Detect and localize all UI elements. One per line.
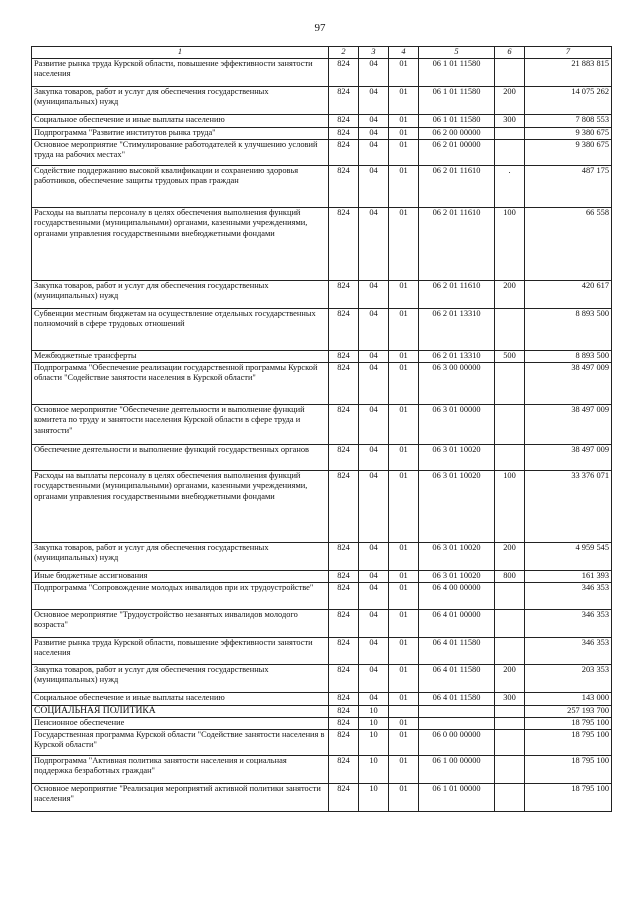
page-number: 97 bbox=[314, 22, 326, 34]
row-expense-type bbox=[495, 362, 525, 404]
row-grbs: 824 bbox=[329, 637, 359, 664]
row-expense-type: 200 bbox=[495, 280, 525, 308]
header-row bbox=[32, 47, 612, 59]
row-grbs: 824 bbox=[329, 127, 359, 139]
row-razdel: 04 bbox=[359, 165, 389, 207]
row-razdel: 04 bbox=[359, 609, 389, 637]
row-grbs: 824 bbox=[329, 308, 359, 350]
row-grbs: 824 bbox=[329, 609, 359, 637]
row-expense-type bbox=[495, 729, 525, 755]
row-grbs: 824 bbox=[329, 570, 359, 582]
row-name: СОЦИАЛЬНАЯ ПОЛИТИКА bbox=[32, 705, 329, 717]
row-razdel: 04 bbox=[359, 404, 389, 444]
row-name: Субвенции местным бюджетам на осуществление отдельных государственных полномочий в сфере трудовых отношений bbox=[32, 308, 329, 350]
row-expense-type: 100 bbox=[495, 470, 525, 542]
row-podrazdel: 01 bbox=[389, 717, 419, 729]
table-row bbox=[32, 207, 612, 280]
row-grbs: 824 bbox=[329, 139, 359, 165]
row-target-code: 06 2 01 13310 bbox=[419, 350, 495, 362]
row-target-code: 06 3 01 10020 bbox=[419, 570, 495, 582]
table-row bbox=[32, 609, 612, 637]
row-razdel: 10 bbox=[359, 717, 389, 729]
row-razdel: 04 bbox=[359, 637, 389, 664]
table-row bbox=[32, 404, 612, 444]
table-row bbox=[32, 729, 612, 755]
row-podrazdel: 01 bbox=[389, 86, 419, 114]
row-amount: 18 795 100 bbox=[525, 755, 612, 783]
table-row bbox=[32, 165, 612, 207]
row-grbs: 824 bbox=[329, 86, 359, 114]
row-expense-type bbox=[495, 717, 525, 729]
table-row bbox=[32, 705, 612, 717]
row-expense-type bbox=[495, 755, 525, 783]
row-grbs: 824 bbox=[329, 404, 359, 444]
row-grbs: 824 bbox=[329, 783, 359, 811]
row-grbs: 824 bbox=[329, 705, 359, 717]
row-name: Подпрограмма "Активная политика занятости населения и социальная поддержка безработных граждан" bbox=[32, 755, 329, 783]
row-podrazdel bbox=[389, 705, 419, 717]
row-name: Обеспечение деятельности и выполнение функций государственных органов bbox=[32, 444, 329, 470]
row-razdel: 04 bbox=[359, 664, 389, 692]
row-grbs: 824 bbox=[329, 280, 359, 308]
row-amount: 7 808 553 bbox=[525, 114, 612, 127]
budget-table bbox=[31, 46, 612, 812]
row-amount: 8 893 500 bbox=[525, 308, 612, 350]
row-podrazdel: 01 bbox=[389, 404, 419, 444]
row-expense-type: 200 bbox=[495, 86, 525, 114]
row-podrazdel: 01 bbox=[389, 783, 419, 811]
row-target-code: 06 4 01 11580 bbox=[419, 692, 495, 705]
row-name: Иные бюджетные ассигнования bbox=[32, 570, 329, 582]
row-name: Закупка товаров, работ и услуг для обеспечения государственных (муниципальных) нужд bbox=[32, 280, 329, 308]
row-target-code: 06 3 01 10020 bbox=[419, 470, 495, 542]
row-razdel: 04 bbox=[359, 570, 389, 582]
row-name: Основное мероприятие "Стимулирование работодателей к улучшению условий труда на рабочих местах" bbox=[32, 139, 329, 165]
row-podrazdel: 01 bbox=[389, 127, 419, 139]
row-podrazdel: 01 bbox=[389, 139, 419, 165]
row-name: Развитие рынка труда Курской области, повышение эффективности занятости населения bbox=[32, 637, 329, 664]
table-row bbox=[32, 58, 612, 86]
row-grbs: 824 bbox=[329, 755, 359, 783]
header-col-3: 3 bbox=[359, 47, 389, 59]
table-row bbox=[32, 755, 612, 783]
table-row bbox=[32, 114, 612, 127]
row-razdel: 04 bbox=[359, 470, 389, 542]
row-podrazdel: 01 bbox=[389, 308, 419, 350]
row-grbs: 824 bbox=[329, 114, 359, 127]
row-name: Межбюджетные трансферты bbox=[32, 350, 329, 362]
row-amount: 38 497 009 bbox=[525, 404, 612, 444]
row-podrazdel: 01 bbox=[389, 114, 419, 127]
row-grbs: 824 bbox=[329, 729, 359, 755]
row-name: Основное мероприятие "Реализация мероприятий активной политики занятости населения" bbox=[32, 783, 329, 811]
row-razdel: 04 bbox=[359, 280, 389, 308]
row-expense-type: 800 bbox=[495, 570, 525, 582]
table-row bbox=[32, 139, 612, 165]
row-podrazdel: 01 bbox=[389, 362, 419, 404]
row-expense-type bbox=[495, 308, 525, 350]
row-amount: 33 376 071 bbox=[525, 470, 612, 542]
header-col-7: 7 bbox=[525, 47, 612, 59]
row-razdel: 04 bbox=[359, 582, 389, 609]
row-razdel: 04 bbox=[359, 86, 389, 114]
row-amount: 9 380 675 bbox=[525, 139, 612, 165]
row-podrazdel: 01 bbox=[389, 542, 419, 570]
row-amount: 203 353 bbox=[525, 664, 612, 692]
row-amount: 14 075 262 bbox=[525, 86, 612, 114]
row-target-code: 06 1 00 00000 bbox=[419, 755, 495, 783]
row-podrazdel: 01 bbox=[389, 58, 419, 86]
row-expense-type bbox=[495, 404, 525, 444]
table-row bbox=[32, 664, 612, 692]
table-row bbox=[32, 86, 612, 114]
row-amount: 143 000 bbox=[525, 692, 612, 705]
row-target-code: 06 3 00 00000 bbox=[419, 362, 495, 404]
row-expense-type: . bbox=[495, 165, 525, 207]
row-razdel: 04 bbox=[359, 308, 389, 350]
row-expense-type bbox=[495, 444, 525, 470]
row-target-code: 06 2 01 11610 bbox=[419, 207, 495, 280]
row-target-code: 06 4 01 11580 bbox=[419, 664, 495, 692]
row-grbs: 824 bbox=[329, 717, 359, 729]
row-podrazdel: 01 bbox=[389, 609, 419, 637]
row-podrazdel: 01 bbox=[389, 470, 419, 542]
row-expense-type: 300 bbox=[495, 114, 525, 127]
row-grbs: 824 bbox=[329, 664, 359, 692]
row-expense-type bbox=[495, 582, 525, 609]
row-name: Основное мероприятие "Трудоустройство незанятых инвалидов молодого возраста" bbox=[32, 609, 329, 637]
row-target-code: 06 1 01 11580 bbox=[419, 86, 495, 114]
row-expense-type bbox=[495, 705, 525, 717]
row-razdel: 04 bbox=[359, 362, 389, 404]
header-col-5: 5 bbox=[419, 47, 495, 59]
row-target-code: 06 2 01 00000 bbox=[419, 139, 495, 165]
row-grbs: 824 bbox=[329, 582, 359, 609]
row-expense-type bbox=[495, 637, 525, 664]
row-expense-type bbox=[495, 783, 525, 811]
row-razdel: 04 bbox=[359, 444, 389, 470]
row-name: Закупка товаров, работ и услуг для обеспечения государственных (муниципальных) нужд bbox=[32, 542, 329, 570]
row-razdel: 04 bbox=[359, 114, 389, 127]
row-podrazdel: 01 bbox=[389, 570, 419, 582]
row-target-code: 06 4 00 00000 bbox=[419, 582, 495, 609]
row-target-code: 06 1 01 11580 bbox=[419, 58, 495, 86]
row-podrazdel: 01 bbox=[389, 637, 419, 664]
row-name: Пенсионное обеспечение bbox=[32, 717, 329, 729]
header-col-2: 2 bbox=[329, 47, 359, 59]
table-row bbox=[32, 692, 612, 705]
row-amount: 346 353 bbox=[525, 582, 612, 609]
table-row bbox=[32, 783, 612, 811]
row-grbs: 824 bbox=[329, 350, 359, 362]
row-podrazdel: 01 bbox=[389, 755, 419, 783]
table-row bbox=[32, 362, 612, 404]
row-name: Развитие рынка труда Курской области, повышение эффективности занятости населения bbox=[32, 58, 329, 86]
row-name: Закупка товаров, работ и услуг для обеспечения государственных (муниципальных) нужд bbox=[32, 86, 329, 114]
table-row bbox=[32, 717, 612, 729]
row-name: Расходы на выплаты персоналу в целях обеспечения выполнения функций государственными (муниципальными) органами, казенными учреждениями, органами управления государственными внебюджетными фондами bbox=[32, 207, 329, 280]
row-target-code bbox=[419, 705, 495, 717]
row-name: Содействие поддержанию высокой квалификации и сохранению здоровья работников, обеспечение защиты трудовых прав граждан bbox=[32, 165, 329, 207]
row-podrazdel: 01 bbox=[389, 582, 419, 609]
table-row bbox=[32, 542, 612, 570]
row-target-code: 06 3 01 10020 bbox=[419, 444, 495, 470]
row-amount: 346 353 bbox=[525, 637, 612, 664]
row-target-code: 06 2 01 11610 bbox=[419, 280, 495, 308]
row-name: Основное мероприятие "Обеспечение деятельности и выполнение функций комитета по труду и занятости населения Курской области в сфере труда и занятости" bbox=[32, 404, 329, 444]
row-podrazdel: 01 bbox=[389, 729, 419, 755]
table-row bbox=[32, 350, 612, 362]
row-expense-type: 200 bbox=[495, 664, 525, 692]
row-razdel: 04 bbox=[359, 139, 389, 165]
row-amount: 8 893 500 bbox=[525, 350, 612, 362]
row-grbs: 824 bbox=[329, 58, 359, 86]
row-razdel: 04 bbox=[359, 207, 389, 280]
row-target-code: 06 2 00 00000 bbox=[419, 127, 495, 139]
row-grbs: 824 bbox=[329, 542, 359, 570]
row-podrazdel: 01 bbox=[389, 444, 419, 470]
row-name: Социальное обеспечение и иные выплаты населению bbox=[32, 692, 329, 705]
row-expense-type bbox=[495, 609, 525, 637]
row-amount: 487 175 bbox=[525, 165, 612, 207]
table-row bbox=[32, 308, 612, 350]
row-grbs: 824 bbox=[329, 165, 359, 207]
row-expense-type: 100 bbox=[495, 207, 525, 280]
row-amount: 4 959 545 bbox=[525, 542, 612, 570]
row-razdel: 10 bbox=[359, 783, 389, 811]
row-razdel: 04 bbox=[359, 127, 389, 139]
row-amount: 161 393 bbox=[525, 570, 612, 582]
row-amount: 420 617 bbox=[525, 280, 612, 308]
header-col-1: 1 bbox=[32, 47, 329, 59]
row-amount: 257 193 700 bbox=[525, 705, 612, 717]
row-podrazdel: 01 bbox=[389, 350, 419, 362]
row-razdel: 04 bbox=[359, 58, 389, 86]
row-razdel: 10 bbox=[359, 729, 389, 755]
row-razdel: 04 bbox=[359, 692, 389, 705]
row-razdel: 04 bbox=[359, 542, 389, 570]
row-grbs: 824 bbox=[329, 470, 359, 542]
row-razdel: 10 bbox=[359, 755, 389, 783]
row-grbs: 824 bbox=[329, 362, 359, 404]
row-target-code: 06 4 01 00000 bbox=[419, 609, 495, 637]
row-razdel: 04 bbox=[359, 350, 389, 362]
table-row bbox=[32, 470, 612, 542]
row-target-code: 06 3 01 10020 bbox=[419, 542, 495, 570]
row-amount: 66 558 bbox=[525, 207, 612, 280]
row-razdel: 10 bbox=[359, 705, 389, 717]
table-row bbox=[32, 582, 612, 609]
row-amount: 18 795 100 bbox=[525, 729, 612, 755]
row-grbs: 824 bbox=[329, 444, 359, 470]
row-expense-type: 500 bbox=[495, 350, 525, 362]
row-podrazdel: 01 bbox=[389, 207, 419, 280]
row-grbs: 824 bbox=[329, 692, 359, 705]
row-expense-type bbox=[495, 139, 525, 165]
row-expense-type bbox=[495, 58, 525, 86]
row-target-code bbox=[419, 717, 495, 729]
row-name: Подпрограмма "Сопровождение молодых инвалидов при их трудоустройстве" bbox=[32, 582, 329, 609]
row-target-code: 06 1 01 11580 bbox=[419, 114, 495, 127]
row-name: Социальное обеспечение и иные выплаты населению bbox=[32, 114, 329, 127]
row-name: Закупка товаров, работ и услуг для обеспечения государственных (муниципальных) нужд bbox=[32, 664, 329, 692]
row-target-code: 06 2 01 11610 bbox=[419, 165, 495, 207]
row-amount: 9 380 675 bbox=[525, 127, 612, 139]
table-row bbox=[32, 127, 612, 139]
row-amount: 38 497 009 bbox=[525, 362, 612, 404]
table-row bbox=[32, 637, 612, 664]
row-podrazdel: 01 bbox=[389, 280, 419, 308]
row-target-code: 06 0 00 00000 bbox=[419, 729, 495, 755]
header-col-6: 6 bbox=[495, 47, 525, 59]
row-target-code: 06 1 01 00000 bbox=[419, 783, 495, 811]
row-name: Подпрограмма "Развитие институтов рынка труда" bbox=[32, 127, 329, 139]
row-amount: 346 353 bbox=[525, 609, 612, 637]
table-row bbox=[32, 570, 612, 582]
row-name: Расходы на выплаты персоналу в целях обеспечения выполнения функций государственными (муниципальными) органами, казенными учреждениями, органами управления государственными внебюджетными фондами bbox=[32, 470, 329, 542]
row-amount: 18 795 100 bbox=[525, 717, 612, 729]
header-col-4: 4 bbox=[389, 47, 419, 59]
row-expense-type: 200 bbox=[495, 542, 525, 570]
table-row bbox=[32, 280, 612, 308]
table-row bbox=[32, 444, 612, 470]
row-podrazdel: 01 bbox=[389, 692, 419, 705]
row-name: Государственная программа Курской области "Содействие занятости населения в Курской области" bbox=[32, 729, 329, 755]
row-amount: 18 795 100 bbox=[525, 783, 612, 811]
row-target-code: 06 4 01 11580 bbox=[419, 637, 495, 664]
row-expense-type: 300 bbox=[495, 692, 525, 705]
row-expense-type bbox=[495, 127, 525, 139]
row-amount: 21 883 815 bbox=[525, 58, 612, 86]
row-podrazdel: 01 bbox=[389, 165, 419, 207]
row-target-code: 06 2 01 13310 bbox=[419, 308, 495, 350]
row-amount: 38 497 009 bbox=[525, 444, 612, 470]
row-target-code: 06 3 01 00000 bbox=[419, 404, 495, 444]
row-name: Подпрограмма "Обеспечение реализации государственной программы Курской области "Содействие занятости населения в Курской области" bbox=[32, 362, 329, 404]
row-grbs: 824 bbox=[329, 207, 359, 280]
row-podrazdel: 01 bbox=[389, 664, 419, 692]
